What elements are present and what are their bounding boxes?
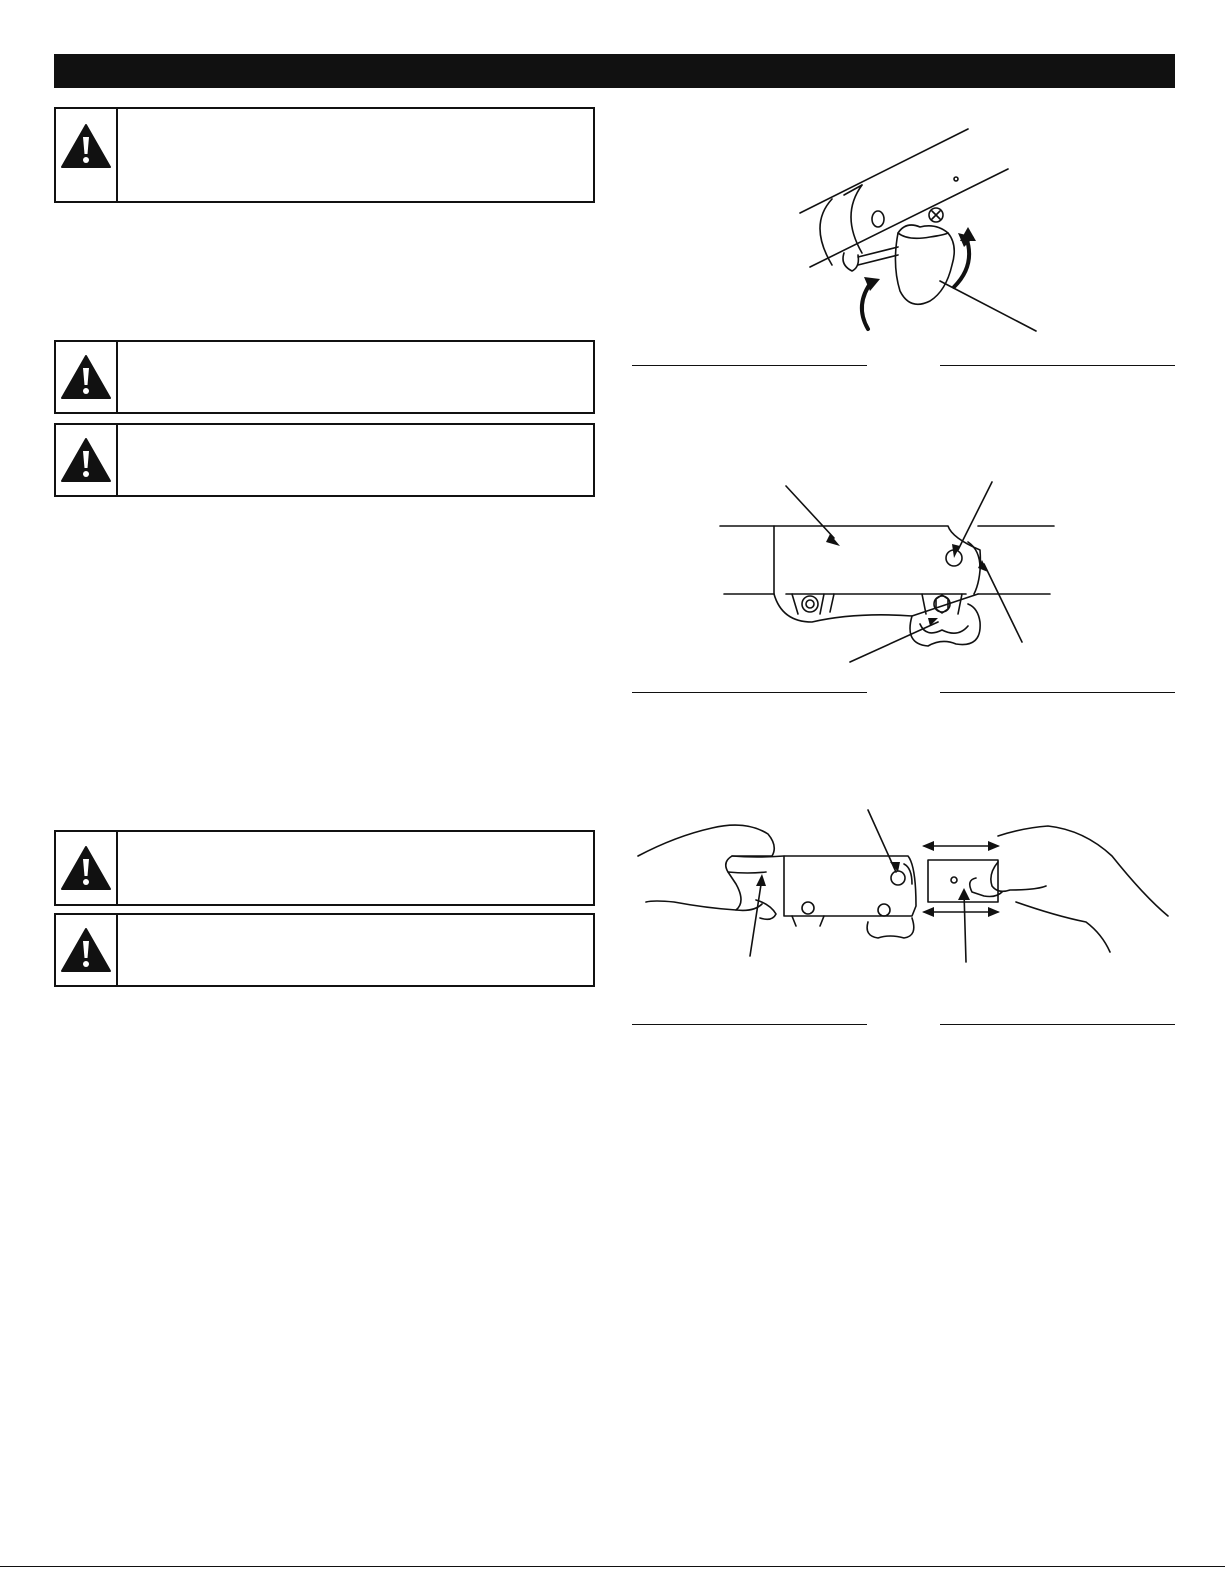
right-hand-outline — [998, 826, 1168, 916]
left-hand-outline — [638, 825, 774, 910]
section-title — [54, 61, 66, 81]
figure-coupler-side — [716, 478, 1061, 664]
warning-icon-cell — [56, 832, 118, 904]
warning-triangle-icon — [60, 845, 112, 891]
figure-rule-right — [940, 365, 1175, 366]
warning-triangle-icon — [60, 354, 112, 400]
warning-text — [118, 425, 593, 495]
rotation-arrow-right — [954, 237, 969, 287]
figure-rule-right — [940, 1024, 1175, 1025]
figure-hands-separate — [636, 806, 1176, 966]
figure-shaft-knob — [780, 115, 1070, 345]
warning-box-3 — [54, 423, 595, 497]
warning-text — [118, 915, 593, 985]
warning-box-1 — [54, 107, 595, 203]
warning-triangle-icon — [60, 437, 112, 483]
warning-triangle-icon — [60, 927, 112, 973]
figure-rule-left — [632, 692, 867, 693]
warning-icon-cell — [56, 915, 118, 985]
figure-rule-right — [940, 692, 1175, 693]
warning-icon-cell — [56, 342, 118, 412]
warning-icon-cell — [56, 425, 118, 495]
warning-text — [118, 109, 593, 201]
warning-triangle-icon — [60, 123, 112, 169]
warning-text — [118, 832, 593, 904]
warning-box-5 — [54, 913, 595, 987]
warning-text — [118, 342, 593, 412]
figure-rule-left — [632, 365, 867, 366]
release-button-hole — [891, 871, 905, 885]
section-header-bar — [54, 54, 1175, 88]
figure-rule-left — [632, 1024, 867, 1025]
page-footer-rule — [0, 1566, 1225, 1567]
warning-icon-cell — [56, 109, 118, 201]
warning-box-2 — [54, 340, 595, 414]
warning-box-4 — [54, 830, 595, 906]
